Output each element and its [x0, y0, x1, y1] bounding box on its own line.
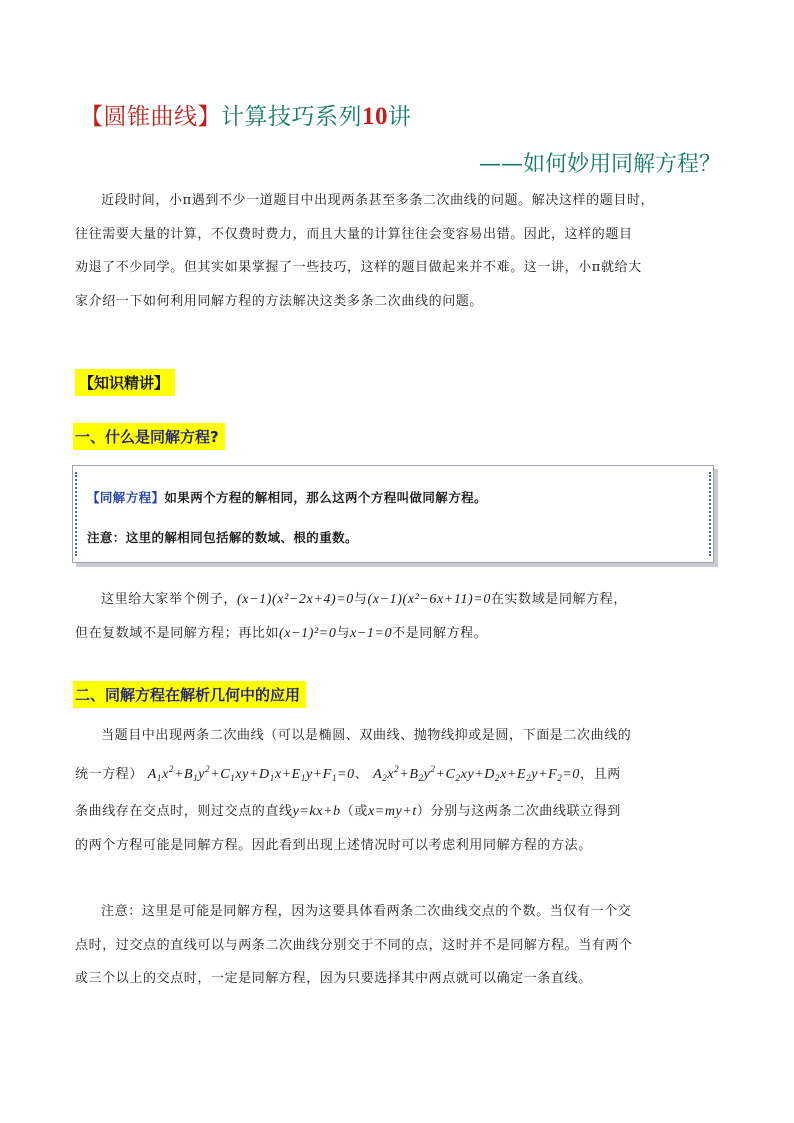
title-suffix: 讲	[388, 104, 412, 130]
title-number: 10	[362, 103, 388, 130]
definition-box	[72, 465, 714, 563]
intro-line: 往往需要大量的计算，不仅费时费力，而且大量的计算往往会变容易出错。因此，这样的题目	[75, 226, 633, 242]
definition-line	[87, 488, 487, 506]
example-line: 但在复数域不是同解方程；再比如(x−1)²=0与x−1=0不是同解方程。	[75, 625, 488, 641]
title-bracket-topic: 【圆锥曲线】	[80, 104, 221, 130]
equation: (x−1)²=0	[279, 625, 337, 641]
application-line: 的两个方程可能是同解方程。因此看到出现上述情况时可以考虑利用同解方程的方法。	[75, 837, 592, 853]
box-border-decoration	[75, 472, 77, 556]
section2-heading: 二、同解方程在解析几何中的应用	[73, 681, 306, 708]
intro-line: 近段时间，小π遇到不少一道题目中出现两条甚至多条二次曲线的问题。解决这样的题目时，	[101, 193, 655, 208]
section1-heading: 一、什么是同解方程?	[73, 423, 225, 450]
application-paragraph	[75, 719, 725, 862]
note-line: 点时，过交点的直线可以与两条二次曲线分别交于不同的点，这时并不是同解方程。当有两个	[75, 937, 633, 953]
definition-tag: 【同解方程】	[87, 490, 165, 505]
line-equation: x=my+t	[367, 804, 417, 819]
box-border-decoration	[709, 472, 711, 556]
conic-equation-1: $A_1x^2+B_1y^2+C_1xy+D_1x+E_1y+F_1=0$	[147, 763, 355, 783]
document-subtitle: ——如何妙用同解方程？	[478, 152, 721, 177]
note-line: 或三个以上的交点时，一定是同解方程，因为只要选择其中两点就可以确定一条直线。	[75, 971, 592, 986]
note-line: 注意：这里是可能是同解方程，因为这要具体看两条二次曲线交点的个数。当仅有一个交	[101, 904, 632, 919]
title-series: 计算技巧系列	[221, 104, 362, 130]
line-equation: y=kx+b	[292, 804, 341, 819]
example-paragraph	[75, 583, 725, 650]
equation: x−1=0	[350, 625, 393, 641]
example-line: 这里给大家举个例子，(x−1)(x²−2x+4)=0与(x−1)(x²−6x+11)=0在实数域是同解方程，	[101, 592, 627, 607]
application-line: 条曲线存在交点时，则过交点的直线y=kx+b（或x=my+t）分别与这两条二次曲线联立得到	[75, 804, 621, 819]
intro-line: 劝退了不少同学。但其实如果掌握了一些技巧，这样的题目做起来并不难。这一讲，小π就给大	[75, 260, 642, 275]
definition-text: 如果两个方程的解相同，那么这两个方程叫做同解方程。	[164, 490, 487, 505]
equation: (x−1)(x²−6x+11)=0	[367, 592, 491, 607]
definition-note: 注意：这里的解相同包括解的数域、根的重数。	[87, 530, 358, 545]
conic-equation-2: $A_2x^2+B_2y^2+C_2xy+D_2x+E_2y+F_2=0$	[373, 763, 581, 783]
document-title	[80, 98, 412, 131]
intro-line: 家介绍一下如何利用同解方程的方法解决这类多条二次曲线的问题。	[75, 293, 484, 309]
intro-paragraph	[75, 184, 725, 318]
application-line: 当题目中出现两条二次曲线（可以是椭圆、双曲线、抛物线抑或是圆，下面是二次曲线的	[101, 728, 632, 743]
equation: (x−1)(x²−2x+4)=0	[237, 592, 354, 607]
application-line: 统一方程） $A_1x^2+B_1y^2+C_1xy+D_1x+E_1y+F_1=0$、 $A_2x^2+B_2y^2+C_2xy+D_2x+E_2y+F_2=0$，且两	[75, 763, 621, 783]
application-note-paragraph	[75, 895, 725, 996]
knowledge-heading: 【知识精讲】	[75, 369, 175, 396]
